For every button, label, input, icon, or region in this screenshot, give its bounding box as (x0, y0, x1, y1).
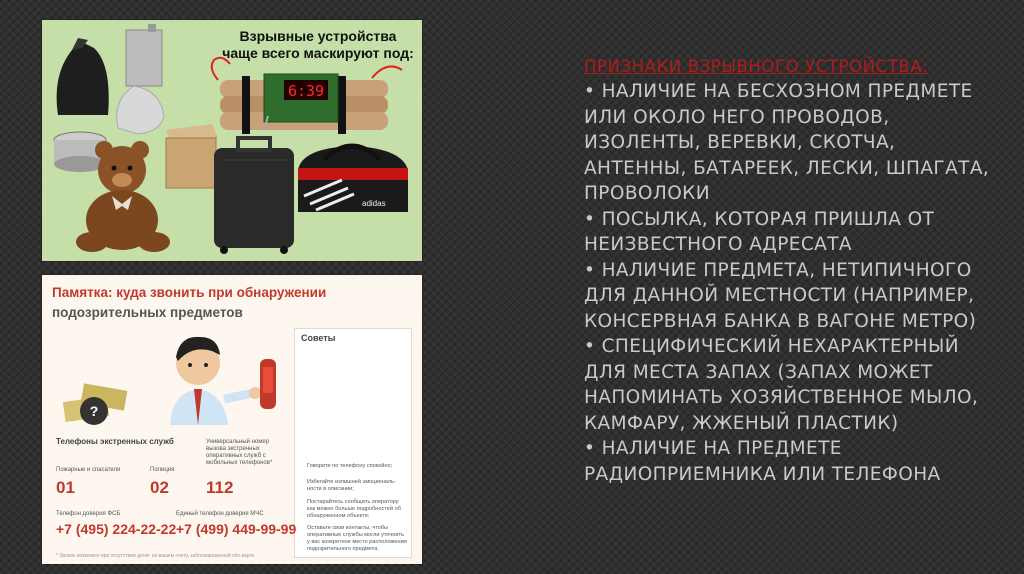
fsb-number: +7 (495) 224-22-22 (56, 521, 177, 537)
sign-item: • СПЕЦИФИЧЕСКИЙ НЕХАРАКТЕРНЫЙ ДЛЯ МЕСТА ЗАПАХ (ЗАПАХ МОЖЕТ НАПОМИНАТЬ ХОЗЯЙСТВЕННОЕ МЫЛО, КАМФАРУ, ЖЖЕНЫЙ ПЛАСТИК) (584, 336, 979, 434)
signs-heading: ПРИЗНАКИ ВЗРЫВНОГО УСТРОЙСТВА: (584, 57, 929, 76)
tip-item: Оставьте свои контакты, чтобы оперативные службы могли уточнить у вас конкретное место расположения подозрительного предмета. (307, 525, 407, 552)
emergency-title: Телефоны экстренных служб (56, 437, 174, 446)
signs-text (584, 55, 1004, 487)
sign-item: • НАЛИЧИЕ НА БЕСХОЗНОМ ПРЕДМЕТЕ ИЛИ ОКОЛО НЕГО ПРОВОДОВ, ИЗОЛЕНТЫ, ВЕРЕВКИ, СКОТЧА, АНТЕННЫ, БАТАРЕЕК, ЛЕСКИ, ШПАГАТА, ПРОВОЛОКИ (584, 81, 990, 204)
fire-label: Пожарные и спасатели (56, 467, 121, 473)
garbage-bag-icon (57, 42, 109, 115)
image-title-line2: чаще всего маскируют под: (222, 45, 414, 61)
timer-display: 6:39 (287, 82, 325, 100)
tip-item: Избегайте излишней эмоциональ-ности в описании; (307, 479, 396, 492)
tips-title: Советы (301, 333, 336, 343)
fire-number: 01 (56, 478, 75, 497)
canister-icon (126, 30, 162, 86)
svg-text:?: ? (89, 403, 99, 419)
universal-label: Универсальный номер вызова экстренных оперативных служб с мобильных телефонов* (206, 439, 273, 466)
fsb-label: Телефон доверия ФСБ (56, 511, 121, 517)
memo-title-line1: Памятка: куда звонить при обнаружении (52, 285, 327, 300)
universal-number: 112 (206, 478, 234, 497)
image-title-line1: Взрывные устройства (239, 28, 397, 44)
tip-item: Говорите по телефону спокойно; (307, 463, 393, 469)
question-money-icon (63, 383, 128, 425)
sign-item: • НАЛИЧИЕ НА ПРЕДМЕТЕ РАДИОПРИЕМНИКА ИЛИ ТЕЛЕФОНА (584, 438, 941, 485)
tips-box (294, 328, 412, 558)
footnote: * Звонок возможен при отсутствии денег на вашем счету, заблокированной sim-карте (56, 553, 255, 559)
suitcase-icon (214, 138, 294, 254)
police-number: 02 (150, 478, 169, 497)
plastic-bag-icon (117, 86, 164, 134)
mchs-label: Единый телефон доверия МЧС (176, 511, 264, 517)
sign-item: • НАЛИЧИЕ ПРЕДМЕТА, НЕТИПИЧНОГО ДЛЯ ДАННОЙ МЕСТНОСТИ (НАПРИМЕР, КОНСЕРВНАЯ БАНКА В ВАГОНЕ МЕТРО) (584, 259, 977, 332)
suspicious-objects-image (42, 20, 422, 261)
mchs-number: +7 (499) 449-99-99 (176, 521, 297, 537)
emergency-memo-image (42, 275, 422, 564)
memo-title-line2: подозрительных предметов (52, 305, 243, 320)
sports-bag-icon (298, 146, 408, 212)
tip-item: Постарайтесь сообщить оператору как можно больше подробностей об обнаруженном объекте; (307, 499, 401, 519)
police-label: Полиция (150, 467, 175, 473)
sign-item: • ПОСЫЛКА, КОТОРАЯ ПРИШЛА ОТ НЕИЗВЕСТНОГО АДРЕСАТА (584, 208, 935, 255)
dynamite-bomb-icon (212, 58, 402, 134)
bag-brand-label: adidas (362, 199, 386, 208)
image-title (220, 28, 416, 62)
man-on-phone-icon (170, 337, 261, 425)
red-phone-icon (260, 359, 276, 409)
